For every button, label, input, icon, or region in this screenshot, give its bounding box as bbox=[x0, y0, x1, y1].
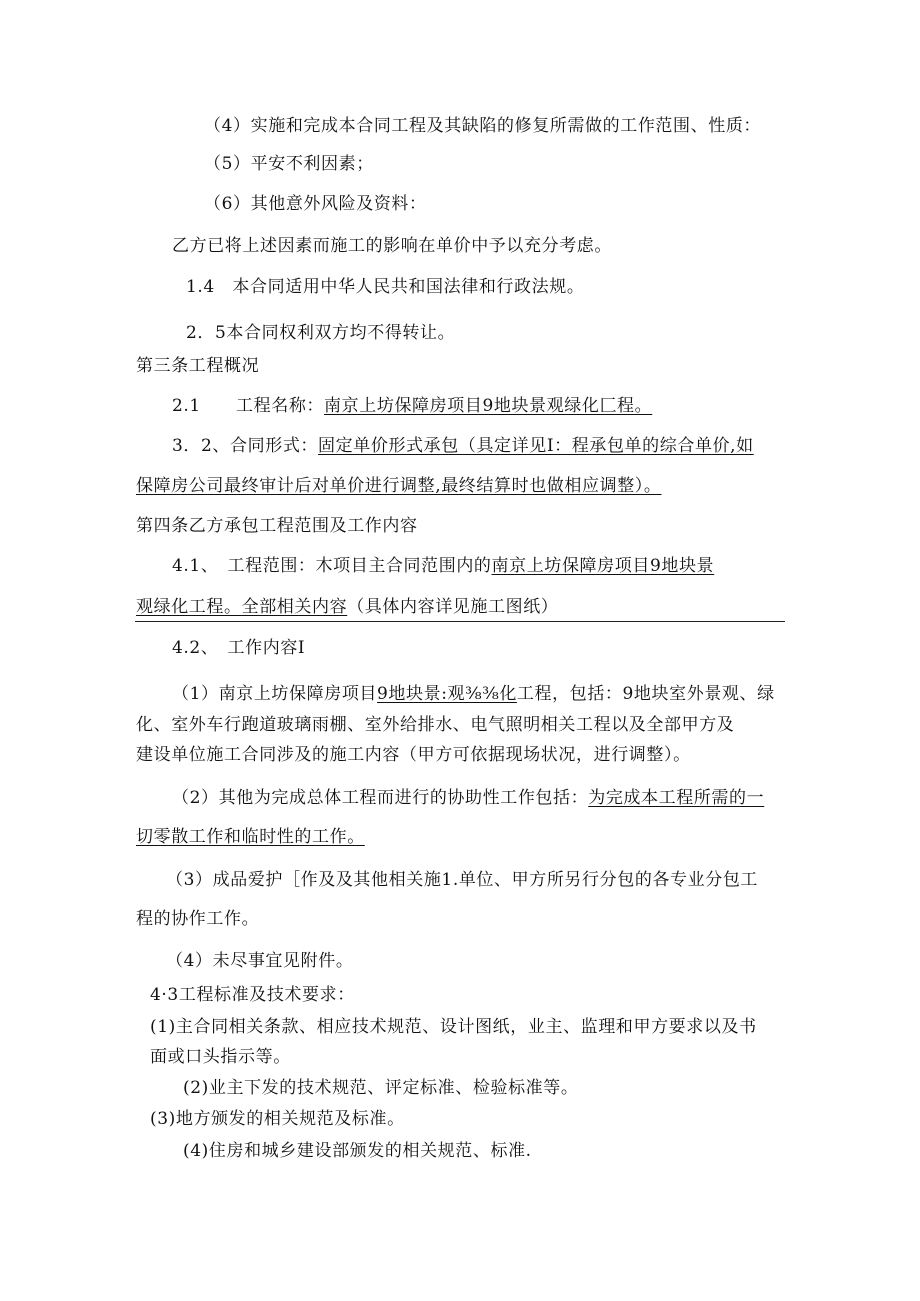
work-item-1 bbox=[172, 683, 775, 705]
clause-4-1 bbox=[172, 555, 714, 577]
section-heading-4: 第四条乙方承包工程范围及工作内容 bbox=[136, 516, 418, 536]
clause-1-4: 1.4 本合同适用中华人民共和国法律和行政法规。 bbox=[186, 277, 585, 297]
work-item-1-line3: 建设单位施工合同涉及的施工内容（甲方可依据现场状况，进行调整）。 bbox=[136, 745, 691, 765]
clause-note: 乙方已将上述因素而施工的影响在单价中予以充分考虑。 bbox=[172, 236, 612, 256]
work-item-2-a: （2）其他为完成总体工程而进行的协助性工作包括： bbox=[172, 788, 589, 808]
clause-item-5: （5）平安不利因素； bbox=[204, 154, 374, 174]
scope-project-cont: 观绿化工程。全部相关内容 bbox=[136, 597, 348, 617]
project-name: 南京上坊保障房项目9地块景观绿化匚程。 bbox=[324, 396, 653, 416]
clause-3-2 bbox=[172, 435, 754, 457]
clause-4-1-label: 4.1、 工程范围：木项目主合同范围内的 bbox=[172, 556, 492, 576]
clause-item-6: （6）其他意外风险及资料： bbox=[204, 194, 427, 214]
contract-form: 固定单价形式承包（具定详见I：程承包单的综合单价,如 bbox=[318, 436, 754, 456]
section-heading-3: 第三条工程概况 bbox=[136, 356, 260, 376]
work-item-3-line2: 程的协作工作。 bbox=[136, 909, 260, 929]
standard-item-4: (4)住房和城乡建设部颁发的相关规范、标准. bbox=[183, 1141, 532, 1161]
work-item-3: （3）成品爱护［作及及其他相关施1.单位、甲方所另行分包的各专业分包工 bbox=[166, 870, 759, 890]
clause-2-1-label: 2.1 工程名称： bbox=[172, 396, 325, 416]
scope-project: 南京上坊保障房项目9地块景 bbox=[491, 556, 715, 576]
work-item-2-line2 bbox=[136, 826, 365, 848]
work-item-2 bbox=[172, 787, 764, 809]
work-item-1-line2: 化、室外车行跑道玻璃雨棚、室外给排水、电气照明相关工程以及全部甲方及 bbox=[136, 715, 735, 735]
clause-2-1 bbox=[172, 395, 652, 417]
contract-form-cont bbox=[136, 475, 662, 497]
clause-2-5: 2．5本合同权利双方均不得转让。 bbox=[186, 323, 456, 343]
work-item-2-b: 为完成本工程所需的一 bbox=[588, 788, 765, 808]
standard-item-1: (1)主合同相关条款、相应技术规范、设计图纸，业主、监理和甲方要求以及书 bbox=[150, 1017, 757, 1037]
clause-4-1-cont bbox=[136, 596, 558, 618]
work-item-1-a: （1）南京上坊保障房项目 bbox=[172, 684, 378, 704]
standard-item-1-line2: 面或口头指示等。 bbox=[150, 1047, 291, 1067]
work-item-4: （4）未尽事宜见附件。 bbox=[166, 951, 354, 971]
work-item-1-b: 9地块景:观⅜⅜化 bbox=[377, 684, 517, 704]
standard-item-2: (2)业主下发的技术规范、评定标准、检验标准等。 bbox=[183, 1078, 579, 1098]
clause-4-2: 4.2、 工作内容I bbox=[172, 638, 306, 658]
work-item-1-c: 工程，包括：9地块室外景观、绿 bbox=[516, 684, 775, 704]
work-item-2-cont: 切零散工作和临时性的工作。 bbox=[136, 827, 365, 847]
clause-3-2-label: 3．2、合同形式： bbox=[172, 436, 319, 456]
scope-note: （具体内容详见施工图纸） bbox=[347, 597, 559, 617]
clause-item-4: （4）实施和完成本合同工程及其缺陷的修复所需做的工作范围、性质： bbox=[204, 116, 762, 136]
divider-line bbox=[135, 621, 785, 622]
contract-form-cont-text: 保障房公司最终审计后对单价进行调整,最终结算时也做相应调整）。 bbox=[136, 476, 662, 496]
standard-item-3: (3)地方颁发的相关规范及标准。 bbox=[150, 1109, 405, 1129]
clause-4-3: 4·3工程标准及技术要求： bbox=[150, 985, 355, 1005]
